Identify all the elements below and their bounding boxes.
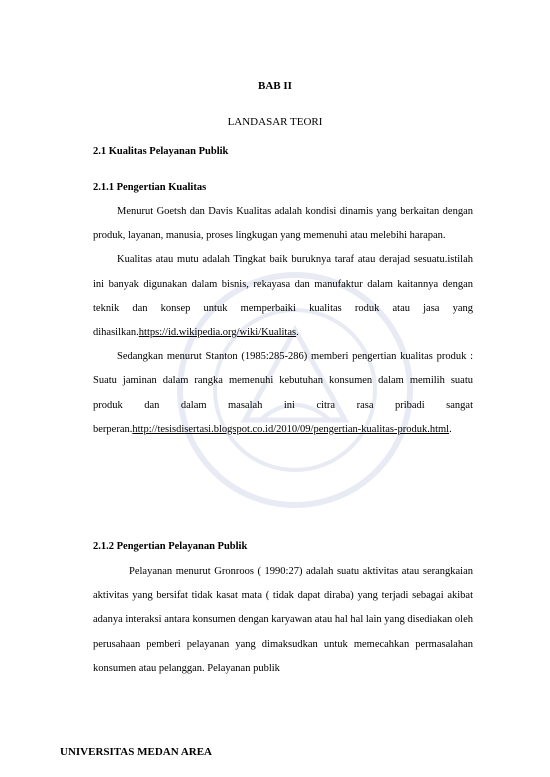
section-heading-2-1-2: 2.1.2 Pengertian Pelayanan Publik xyxy=(93,541,248,552)
university-footer: UNIVERSITAS MEDAN AREA xyxy=(60,746,212,758)
blogspot-link[interactable]: http://tesisdisertasi.blogspot.co.id/2010/09/pengertian-kualitas-produk.html xyxy=(132,423,450,435)
wikipedia-link[interactable]: https://id.wikipedia.org/wiki/Kualitas xyxy=(138,327,297,339)
chapter-title: LANDASAR TEORI xyxy=(227,116,323,128)
section-heading-2-1-1: 2.1.1 Pengertian Kualitas xyxy=(93,182,207,193)
section-heading-2-1: 2.1 Kualitas Pelayanan Publik xyxy=(93,146,229,157)
paragraph: Menurut Goetsh dan Davis Kualitas adalah kondisi dinamis yang berkaitan dengan produk, layanan, manusia, proses lingkugan yang memenuhi atau melebihi harapan. xyxy=(93,206,473,242)
chapter-label: BAB II xyxy=(258,80,292,92)
paragraph: Sedangkan menurut Stanton (1985:285-286) memberi pengertian kualitas produk : Suatu jaminan dalam rangka memenuhi kebutuhan konsumen dalam memilih suatu produk dan dalam masalah ini citra rasa pribadi sangat berperan.http://tesisdisertasi.blogspot.co.id/2010/09/pengertian-kualitas-produk.html. xyxy=(93,351,473,435)
paragraph: Pelayanan menurut Gronroos ( 1990:27) adalah suatu aktivitas atau serangkaian aktivitas yang bersifat tidak kasat mata ( tidak dapat diraba) yang terjadi sebagai akibat adanya interaksi antara konsumen dengan karyawan atau hal hal lain yang disediakan oleh perusahaan pemberi pelayanan yang dimaksudkan untuk memecahkan permasalahan konsumen atau pelanggan. Pelayanan publik xyxy=(93,566,473,674)
body-text-block-2 xyxy=(93,560,473,681)
paragraph: Kualitas atau mutu adalah Tingkat baik buruknya taraf atau derajad sesuatu.istilah ini banyak digunakan dalam bisnis, rekayasa dan manufaktur dalam kaitannya dengan teknik dan konsep untuk memperbaiki kualitas roduk atau jasa yang dihasilkan.https://id.wikipedia.org/wiki/Kualitas. xyxy=(93,254,473,339)
body-text-block-1 xyxy=(93,200,473,442)
